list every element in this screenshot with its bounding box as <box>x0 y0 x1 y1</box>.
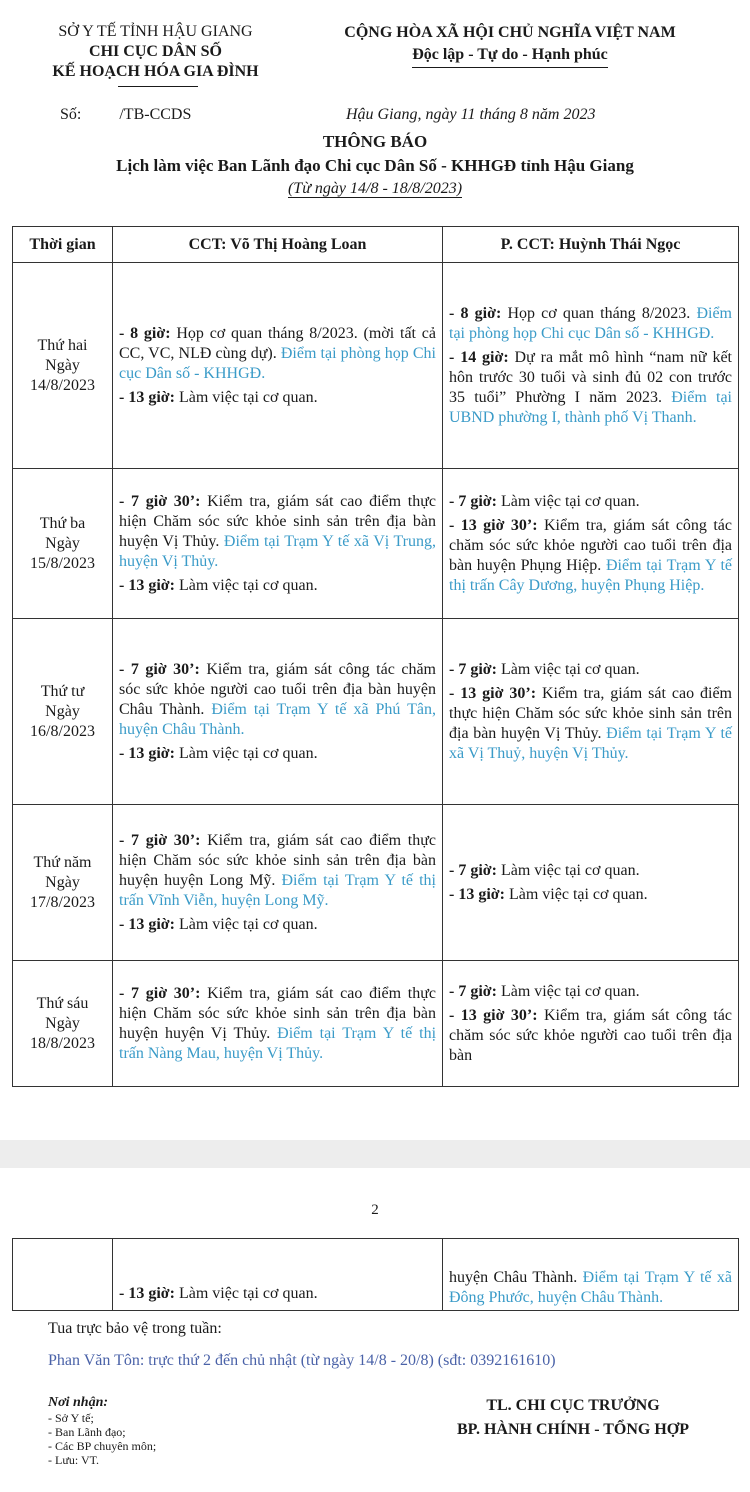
document-number <box>60 106 191 124</box>
agency-line-3: KẾ HOẠCH HÓA GIA ĐÌNH <box>52 63 259 80</box>
time-label: - 7 giờ: <box>449 861 497 879</box>
guard-title: Tua trực bảo vệ trong tuần: <box>48 1320 222 1337</box>
schedule-item <box>449 660 732 680</box>
agency-line-1: SỞ Y TẾ TỈNH HẬU GIANG <box>58 23 253 40</box>
doc-title: THÔNG BÁO <box>322 132 428 151</box>
day-day-label: Ngày <box>45 534 80 552</box>
cct-cell <box>113 619 443 805</box>
schedule-item <box>119 660 436 740</box>
page-2 <box>0 1168 750 1492</box>
sign-line-1: TL. CHI CỤC TRƯỞNG <box>486 1397 660 1414</box>
day-day: Thứ hai <box>37 336 88 354</box>
location-text: Điểm tại Trạm Y tế xã Đông Phước, huyện Châu Thành. <box>449 1269 732 1306</box>
schedule-item <box>449 348 732 428</box>
time-label: - 8 giờ: <box>449 304 502 322</box>
day-date: 16/8/2023 <box>30 722 95 740</box>
location-text: Điểm tại UBND phường I, thành phố Vị Thanh. <box>449 388 732 426</box>
day-cell <box>13 469 113 619</box>
location-text: Điểm tại Trạm Y tế thị trấn Cây Dương, huyện Phụng Hiệp. <box>449 556 733 594</box>
day-date: 17/8/2023 <box>30 893 95 911</box>
activity-text: Kiểm tra, giám sát cao điểm thực hiện Chăm sóc sức khỏe sinh sản trên địa bàn huyện huyện Vị Thủy. <box>119 984 436 1042</box>
header-time: Thời gian <box>13 227 113 263</box>
table-row <box>13 805 739 961</box>
table-row <box>13 1239 739 1311</box>
page-gap <box>0 1140 750 1168</box>
day-date: 14/8/2023 <box>30 376 95 394</box>
recipients <box>48 1396 156 1467</box>
location-text: Điểm tại Trạm Y tế thị trấn Nàng Mau, huyện Vị Thủy. <box>119 1024 437 1062</box>
location-text: Điểm tại phòng họp Chi cục Dân số - KHHGĐ. <box>449 304 733 342</box>
guard-schedule: Phan Văn Tôn: trực thứ 2 đến chủ nhật (từ ngày 14/8 - 20/8) (sđt: 0392161610) <box>48 1352 556 1369</box>
activity-text: Kiểm tra, giám sát cao điểm thực hiện Chăm sóc sức khỏe sinh sản trên địa bàn huyện Vị Thủy. <box>449 684 732 742</box>
time-label: - 13 giờ: <box>119 388 175 406</box>
nation-header <box>290 22 730 68</box>
doc-subtitle: Lịch làm việc Ban Lãnh đạo Chi cục Dân Số - KHHGĐ tỉnh Hậu Giang <box>116 156 634 175</box>
time-label: - 14 giờ: <box>449 348 509 366</box>
cct-cell <box>113 961 443 1087</box>
activity-text: Kiểm tra, giám sát công tác chăm sóc sức khỏe người cao tuổi trên địa bàn huyện Phụng Hiệp. <box>449 516 732 574</box>
schedule-item <box>119 984 436 1064</box>
motto: Độc lập - Tự do - Hạnh phúc <box>412 44 608 68</box>
location-text: Điểm tại Trạm Y tế xã Vị Trung, huyện Vị Thủy. <box>119 532 436 570</box>
location-text: Điểm tại Trạm Y tế xã Vị Thuỷ, huyện Vị Thủy. <box>449 724 733 762</box>
schedule-item <box>449 1006 732 1066</box>
activity-text: Dự ra mắt mô hình “nam nữ kết hôn trước 30 tuổi và sinh đủ 02 con trước 35 tuổi” Phường I năm 2023. <box>449 348 732 406</box>
schedule-item <box>449 885 732 905</box>
day-day: Thứ ba <box>39 514 86 532</box>
table-row <box>13 263 739 469</box>
header-pcct: P. CCT: Huỳnh Thái Ngọc <box>443 227 739 263</box>
activity-text: Kiểm tra, giám sát cao điểm thực hiện Chăm sóc sức khỏe sinh sản trên địa bàn huyện huyện Long Mỹ. <box>119 831 436 889</box>
cont-day-cell <box>13 1239 113 1311</box>
schedule-item <box>449 492 732 512</box>
cct-cell <box>113 469 443 619</box>
time-label: - 13 giờ 30’: <box>449 1006 538 1024</box>
schedule-item <box>119 324 436 384</box>
time-label: - 7 giờ 30’: <box>119 831 201 849</box>
time-label: - 7 giờ: <box>449 982 497 1000</box>
activity-text: Làm việc tại cơ quan. <box>174 576 318 594</box>
schedule-item <box>449 304 732 344</box>
time-label: - 7 giờ 30’: <box>119 984 201 1002</box>
activity-text: Làm việc tại cơ quan. <box>174 915 318 933</box>
pcct-cell <box>443 619 739 805</box>
pcct-cell <box>443 263 739 469</box>
signature-block <box>408 1394 738 1442</box>
schedule-item <box>119 915 436 935</box>
activity-text: Làm việc tại cơ quan. <box>496 982 640 1000</box>
header-cct: CCT: Võ Thị Hoàng Loan <box>113 227 443 263</box>
activity-text: Kiểm tra, giám sát công tác chăm sóc sức khỏe người cao tuổi trên địa bàn huyện Châu Thành. <box>119 660 436 718</box>
day-day-label: Ngày <box>45 702 80 720</box>
time-label: - 13 giờ 30’: <box>449 684 537 702</box>
schedule-item <box>119 576 436 596</box>
schedule-item <box>119 388 436 408</box>
location-text: Điểm tại phòng họp Chi cục Dân số - KHHGĐ. <box>119 344 437 382</box>
activity-text: Làm việc tại cơ quan. <box>174 1285 318 1302</box>
recipients-title: Nơi nhận: <box>48 1395 109 1410</box>
day-cell <box>13 961 113 1087</box>
schedule-item <box>119 744 436 764</box>
table-row <box>13 469 739 619</box>
agency-line-2: CHI CỤC DÂN SỐ <box>89 43 222 60</box>
activity-text: Làm việc tại cơ quan. <box>174 744 318 762</box>
day-cell <box>13 805 113 961</box>
continuation-table <box>12 1238 739 1311</box>
location-text: Điểm tại Trạm Y tế thị trấn Vĩnh Viễn, huyện Long Mỹ. <box>119 871 437 909</box>
time-label: - 7 giờ 30’: <box>119 492 201 510</box>
recipient-item: - Các BP chuyên môn; <box>48 1439 157 1453</box>
recipient-item: - Lưu: VT. <box>48 1453 100 1467</box>
time-label: - 13 giờ: <box>119 1285 175 1302</box>
schedule-item <box>449 516 732 596</box>
time-label: - 13 giờ: <box>119 744 175 762</box>
schedule-table <box>12 226 739 1087</box>
table-row <box>13 961 739 1087</box>
day-day: Thứ sáu <box>36 994 89 1012</box>
activity-text: Kiểm tra, giám sát công tác chăm sóc sức khỏe người cao tuổi trên địa bàn <box>449 1006 732 1064</box>
schedule-item <box>449 684 732 764</box>
doc-no-label: Số: <box>60 106 82 123</box>
table-header-row <box>13 227 739 263</box>
schedule-item <box>119 831 436 911</box>
time-label: - 8 giờ: <box>119 324 171 342</box>
doc-no: /TB-CCDS <box>119 106 192 123</box>
time-label: - 7 giờ: <box>449 492 497 510</box>
activity-text: Họp cơ quan tháng 8/2023. <box>501 304 691 322</box>
cct-cell <box>113 805 443 961</box>
time-label: - 13 giờ: <box>119 915 175 933</box>
activity-text: Làm việc tại cơ quan. <box>504 885 648 903</box>
day-cell <box>13 619 113 805</box>
day-day-label: Ngày <box>45 1014 80 1032</box>
activity-text: huyện Châu Thành. <box>449 1269 578 1286</box>
agency-underline <box>118 86 198 87</box>
date-line: Hậu Giang, ngày 11 tháng 8 năm 2023 <box>346 106 596 123</box>
day-cell <box>13 263 113 469</box>
day-day: Thứ tư <box>40 682 85 700</box>
activity-text: Làm việc tại cơ quan. <box>174 388 318 406</box>
time-label: - 13 giờ: <box>119 576 175 594</box>
table-row <box>13 619 739 805</box>
date-range: (Từ ngày 14/8 - 18/8/2023) <box>287 180 463 197</box>
cont-cct-cell <box>113 1239 443 1311</box>
day-day-label: Ngày <box>45 356 80 374</box>
activity-text: Làm việc tại cơ quan. <box>496 660 640 678</box>
activity-text: Làm việc tại cơ quan. <box>496 492 640 510</box>
pcct-cell <box>443 805 739 961</box>
recipient-item: - Sở Y tế; <box>48 1411 94 1425</box>
agency-header <box>28 22 283 82</box>
time-label: - 7 giờ: <box>449 660 497 678</box>
activity-text: Kiểm tra, giám sát cao điểm thực hiện Chăm sóc sức khỏe sinh sản trên địa bàn huyện Vị Thủy. <box>119 492 436 550</box>
time-label: - 13 giờ 30’: <box>449 516 538 534</box>
schedule-item <box>119 492 436 572</box>
nation-name: CỘNG HÒA XÃ HỘI CHỦ NGHĨA VIỆT NAM <box>344 24 676 41</box>
day-day-label: Ngày <box>45 873 80 891</box>
location-text: Điểm tại Trạm Y tế xã Phú Tân, huyện Châu Thành. <box>119 700 436 738</box>
cct-cell <box>113 263 443 469</box>
day-day: Thứ năm <box>33 853 92 871</box>
schedule-item <box>449 861 732 881</box>
page-number: 2 <box>371 1202 379 1218</box>
pcct-cell <box>443 469 739 619</box>
day-date: 18/8/2023 <box>30 1034 95 1052</box>
time-label: - 13 giờ: <box>449 885 505 903</box>
activity-text: Làm việc tại cơ quan. <box>496 861 640 879</box>
activity-text: Họp cơ quan tháng 8/2023. (mời tất cả CC, VC, NLĐ cùng dự). <box>119 324 436 362</box>
schedule-item <box>449 982 732 1002</box>
cont-pcct-cell <box>443 1239 739 1311</box>
day-date: 15/8/2023 <box>30 554 95 572</box>
sign-line-2: BP. HÀNH CHÍNH - TỔNG HỢP <box>456 1421 690 1438</box>
recipient-item: - Ban Lãnh đạo; <box>48 1425 126 1439</box>
pcct-cell <box>443 961 739 1087</box>
time-label: - 7 giờ 30’: <box>119 660 200 678</box>
